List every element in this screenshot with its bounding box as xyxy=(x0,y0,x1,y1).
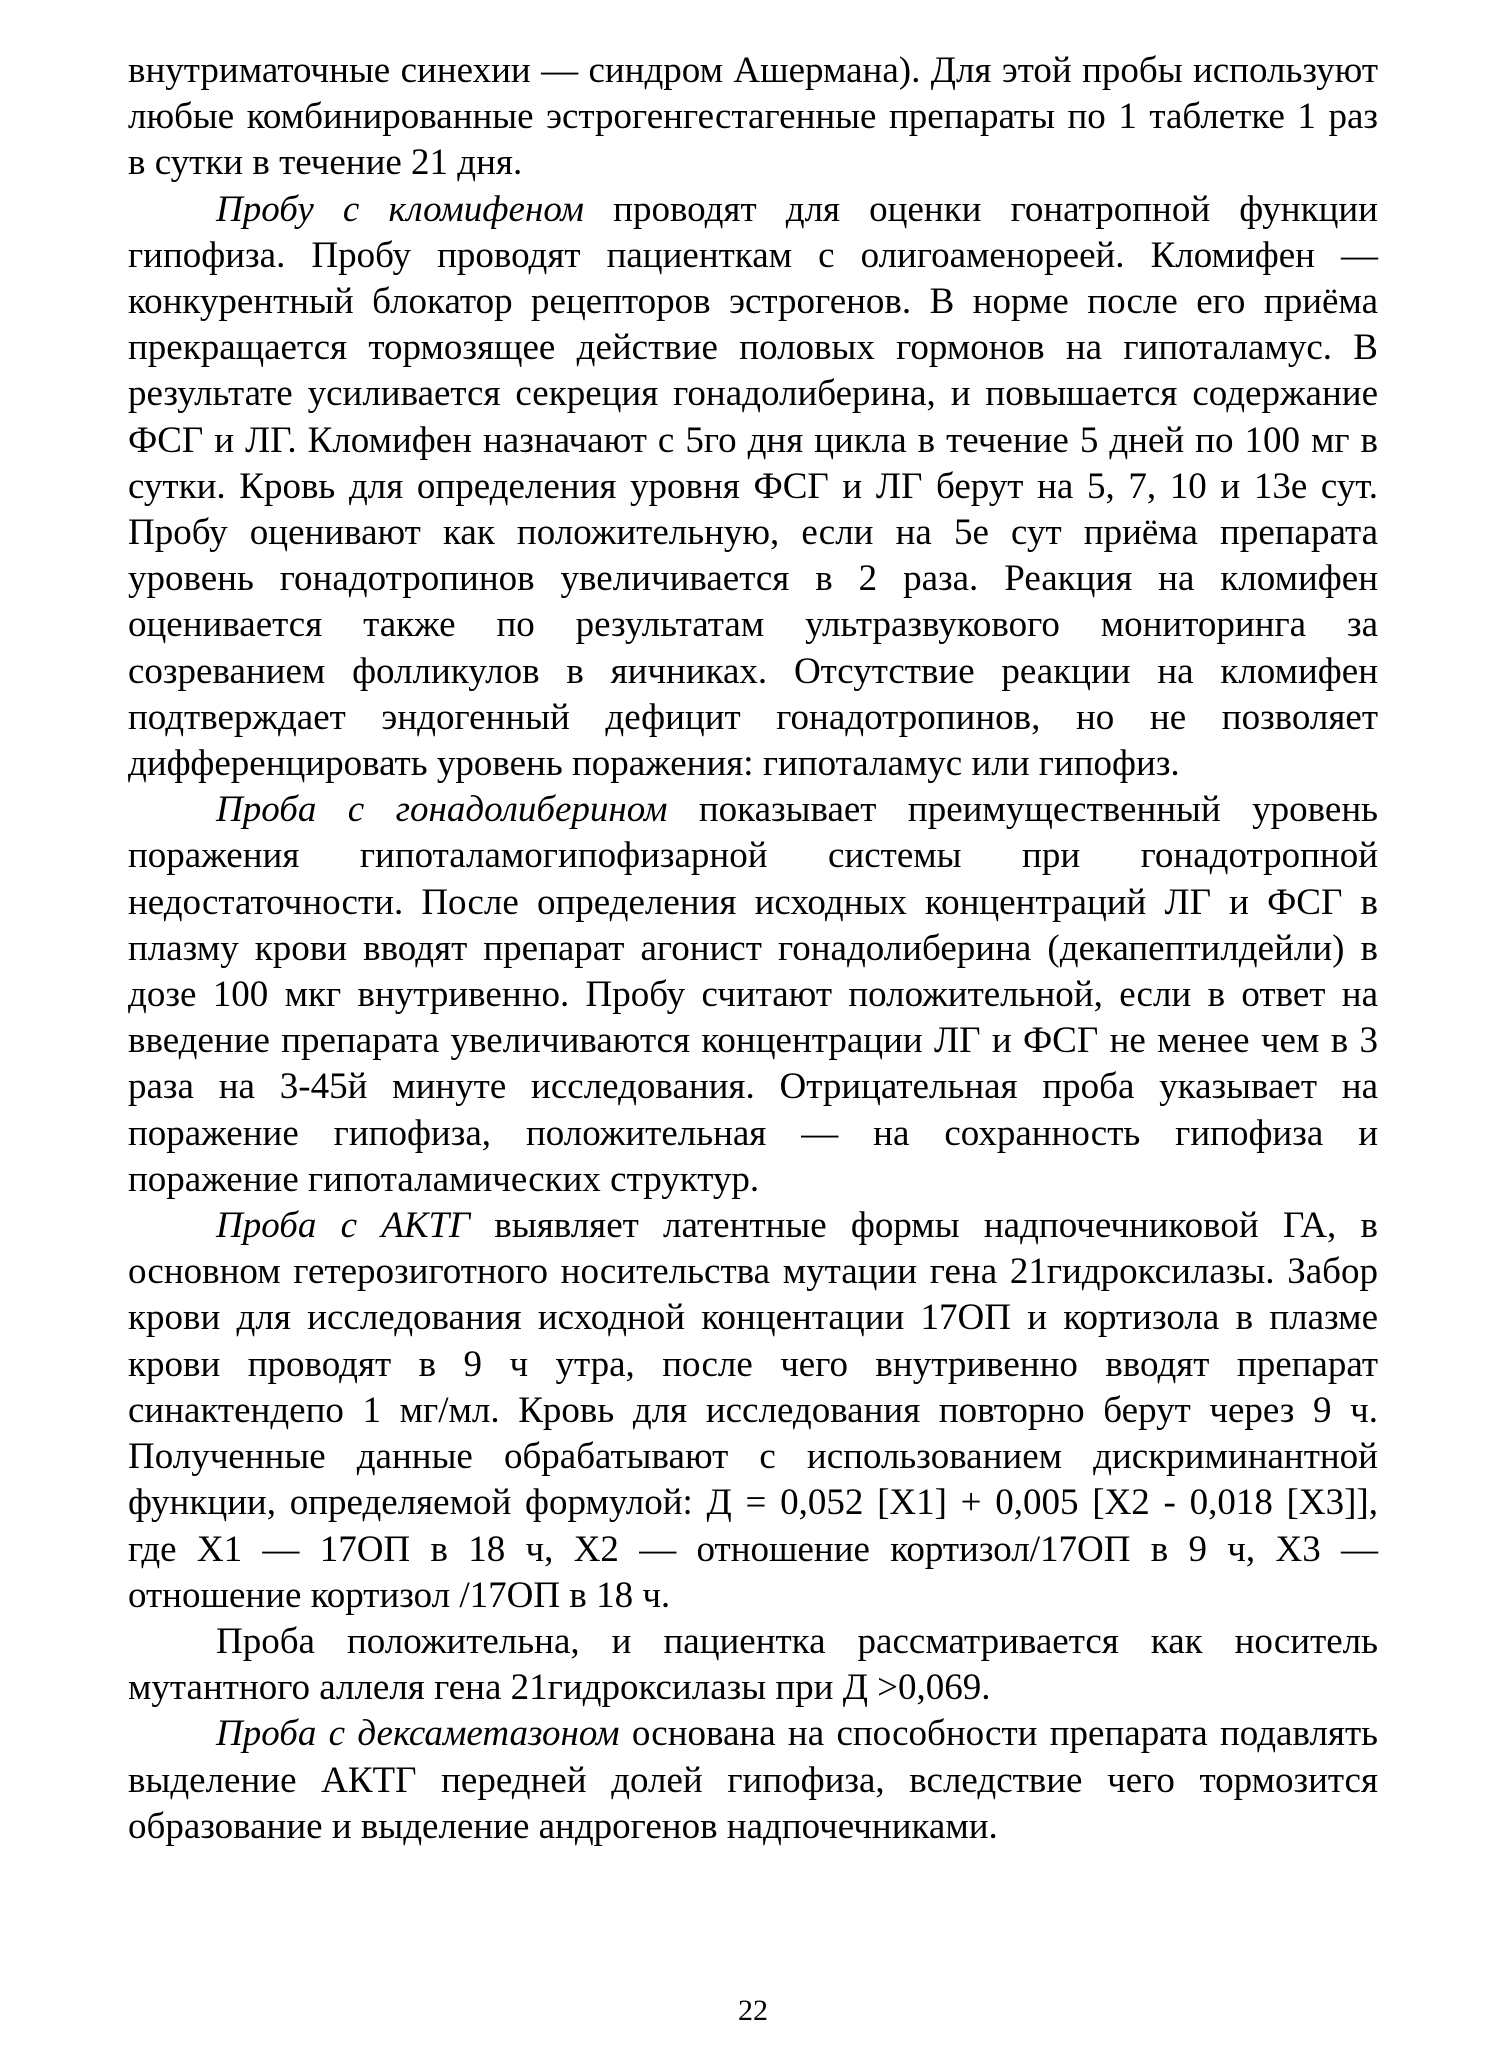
paragraph-text: проводят для оценки гонатропной функции гипофиза. Пробу проводят пациенткам с олигоаменореей. Кломифен — конкурентный блокатор рецепторов эстрогенов. В норме после его приёма прекращается тормозящее действие половых гормонов на гипоталамус. В результате усиливается секреция гонадолиберина, и повышается содержание ФСГ и ЛГ. Кломифен назначают с 5го дня цикла в течение 5 дней по 100 мг в сутки. Кровь для определения уровня ФСГ и ЛГ берут на 5, 7, 10 и 13е сут. Пробу оценивают как положительную, если на 5е сут приёма препарата уровень гонадотропинов увеличивается в 2 раза. Реакция на кломифен оценивается также по результатам ультразвукового мониторинга за созреванием фолликулов в яичниках. Отсутствие реакции на кломифен подтверждает эндогенный дефицит гонадотропинов, но не позволяет дифференцировать уровень поражения: гипоталамус или гипофиз. xyxy=(128,188,1378,785)
paragraph-term: Проба с АКТГ xyxy=(216,1205,471,1247)
paragraph-text: внутриматочные синехии — синдром Ашермана). Для этой пробы используют любые комбинированные эстрогенгестагенные препараты по 1 таблетке 1 раз в сутки в течение 21 дня. xyxy=(128,50,1378,184)
paragraph-term: Пробу с кломифеном xyxy=(216,188,585,230)
page-number: 22 xyxy=(738,1994,768,2027)
paragraph-text: основана на способности препарата подавлять выделение АКТГ передней долей гипофиза, вследствие чего тормозится образование и выделение андрогенов надпочечниками. xyxy=(128,1713,1378,1847)
paragraph-text: Проба положительна, и пациентка рассматривается как носитель мутантного аллеля гена 21гидроксилазы при Д >0,069. xyxy=(128,1620,1378,1709)
paragraph-acth-test xyxy=(128,1203,1378,1619)
paragraph-dexamethasone-test xyxy=(128,1711,1378,1850)
paragraph-term: Проба с дексаметазоном xyxy=(216,1713,620,1755)
paragraph-gonadoliberin-test xyxy=(128,787,1378,1203)
paragraph-term: Проба с гонадолиберином xyxy=(216,789,668,831)
document-page xyxy=(128,48,1378,2038)
paragraph-continuation xyxy=(128,48,1378,187)
paragraph-clomiphene-test xyxy=(128,187,1378,788)
paragraph-positive-result xyxy=(128,1619,1378,1711)
paragraph-text: выявляет латентные формы надпочечниковой ГА, в основном гетерозиготного носительства мутации гена 21гидроксилазы. Забор крови для исследования исходной концентации 17ОП и кортизола в плазме крови проводят в 9 ч утра, после чего внутривенно вводят препарат синактендепо 1 мг/мл. Кровь для исследования повторно берут через 9 ч. Полученные данные обрабатывают с использованием дискриминантной функции, определяемой формулой: Д = 0,052 [X1] + 0,005 [X2 - 0,018 [X3]], где X1 — 17ОП в 18 ч, X2 — отношение кортизол/17ОП в 9 ч, X3 — отношение кортизол /17ОП в 18 ч. xyxy=(128,1205,1379,1616)
paragraph-text: показывает преимущественный уровень поражения гипоталамогипофизарной системы при гонадотропной недостаточности. После определения исходных концентраций ЛГ и ФСГ в плазму крови вводят препарат агонист гонадолиберина (декапептилдейли) в дозе 100 мкг внутривенно. Пробу считают положительной, если в ответ на введение препарата увеличиваются концентрации ЛГ и ФСГ не менее чем в 3 раза на 3-45й минуте исследования. Отрицательная проба указывает на поражение гипофиза, положительная — на сохранность гипофиза и поражение гипоталамических структур. xyxy=(128,789,1378,1200)
